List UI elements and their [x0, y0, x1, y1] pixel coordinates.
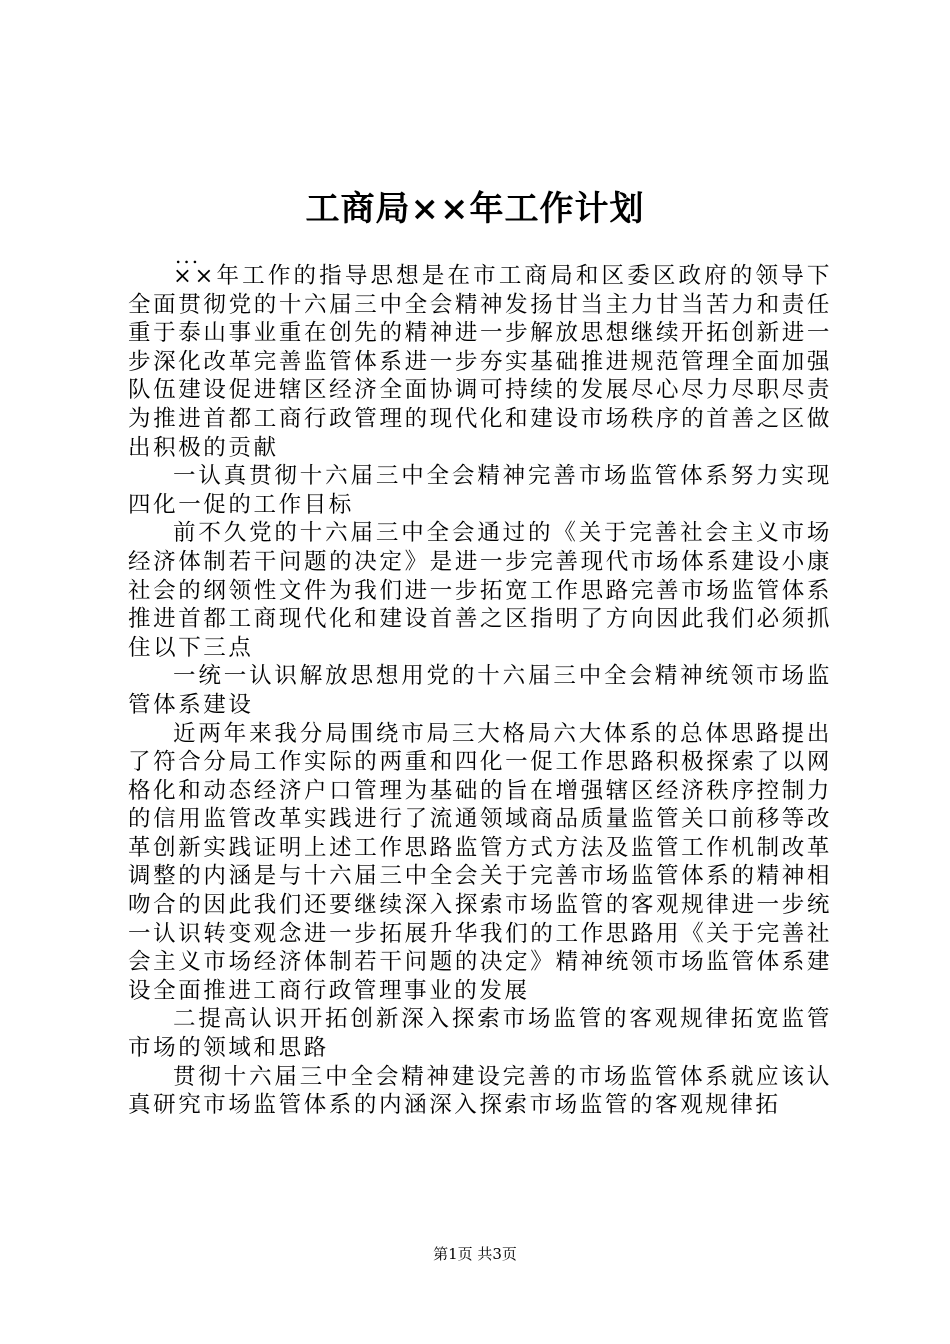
page-footer: 第1页 共3页: [433, 1245, 517, 1263]
paragraph-recent-practice: 近两年来我分局围绕市局三大格局六大体系的总体思路提出了符合分局工作实际的两重和四化一促工作思路积极探索了以网格化和动态经济户口管理为基础的旨在增强辖区经济秩序控制力的信用监管改革实践进行了流通领域商品质量监管关口前移等改革创新实践证明上述工作思路监管方式方法及监管工作机制改革调整的内涵是与十六届三中全会关于完善市场监管体系的精神相吻合的因此我们还要继续深入探索市场监管的客观规律进一步统一认识转变观念进一步拓展升华我们的工作思路用《关于完善社会主义市场经济体制若干问题的决定》精神统领市场监管体系建设全面推进工商行政管理事业的发展: [128, 720, 832, 1004]
paragraph-implementation: 贯彻十六届三中全会精神建设完善的市场监管体系就应该认真研究市场监管体系的内涵深入探索市场监管的客观规律拓: [128, 1063, 832, 1119]
paragraph-guiding-principle: ××年工作的指导思想是在市工商局和区委区政府的领导下全面贯彻党的十六届三中全会精神发扬甘当主力甘当苦力和责任重于泰山事业重在创先的精神进一步解放思想继续开拓创新进一步深化改革完善监管体系进一步夯实基础推进规范管理全面加强队伍建设促进辖区经济全面协调可持续的发展尽心尽力尽职尽责为推进首都工商行政管理的现代化和建设市场秩序的首善之区做出积极的贡献: [128, 263, 832, 461]
paragraph-decision-intro: 前不久党的十六届三中全会通过的《关于完善社会主义市场经济体制若干问题的决定》是进一步完善现代市场体系建设小康社会的纲领性文件为我们进一步拓宽工作思路完善市场监管体系推进首都工商现代化和建设首善之区指明了方向因此我们必须抓住以下三点: [128, 520, 832, 661]
document-title: 工商局××年工作计划: [305, 189, 645, 229]
paragraph-heading-one: 一认真贯彻十六届三中全会精神完善市场监管体系努力实现四化一促的工作目标: [128, 463, 832, 518]
paragraph-point-one: 一统一认识解放思想用党的十六届三中全会精神统领市场监管体系建设: [128, 663, 832, 718]
paragraph-heading-two: 二提高认识开拓创新深入探索市场监管的客观规律拓宽监管市场的领域和思路: [128, 1006, 832, 1062]
document-body: [128, 262, 832, 1120]
ellipsis-marker: ...: [175, 244, 201, 268]
